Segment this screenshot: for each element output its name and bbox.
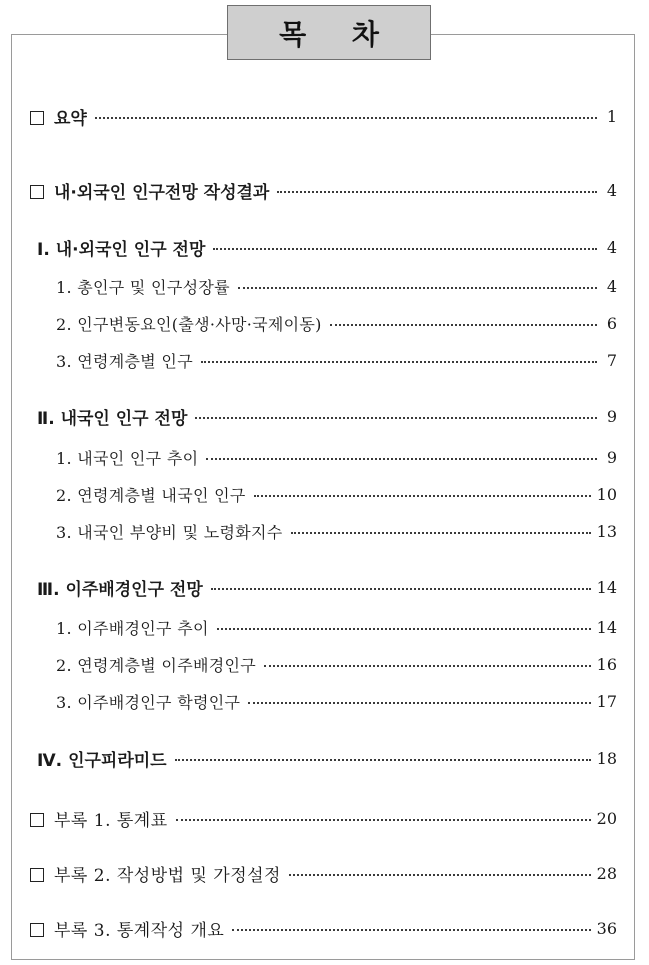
toc-section-2[interactable] [0, 401, 649, 431]
dot-leader [232, 929, 590, 931]
toc-entry-results[interactable] [0, 175, 649, 205]
checkbox-icon [30, 813, 44, 827]
toc-entry-label: Ⅱ. 내국인 인구 전망 [37, 408, 188, 429]
dot-leader [277, 191, 597, 193]
toc-entry-label: Ⅳ. 인구피라미드 [37, 750, 167, 771]
toc-subentry-1-2[interactable] [0, 308, 649, 338]
toc-title-box [227, 5, 431, 60]
toc-page-number: 16 [596, 654, 617, 674]
toc-entry-label: 부록 3. 통계작성 개요 [30, 916, 224, 941]
toc-page-number: 4 [606, 276, 617, 296]
toc-subentry-1-3[interactable] [0, 345, 649, 375]
toc-entry-label: Ⅲ. 이주배경인구 전망 [37, 579, 203, 600]
toc-entry-appendix-2[interactable] [0, 858, 649, 888]
checkbox-icon [30, 111, 44, 125]
toc-section-3[interactable] [0, 572, 649, 602]
dot-leader [330, 324, 597, 326]
dot-leader [254, 495, 591, 497]
toc-page-number: 6 [606, 313, 617, 333]
toc-page-number: 1 [606, 106, 617, 126]
toc-page-number: 7 [606, 350, 617, 370]
toc-entry-label: 2. 인구변동요인(출생·사망·국제이동) [56, 314, 322, 334]
checkbox-icon [30, 185, 44, 199]
toc-subentry-3-1[interactable] [0, 612, 649, 642]
toc-page-number: 14 [596, 577, 617, 597]
dot-leader [217, 628, 591, 630]
toc-page-number: 20 [596, 808, 617, 828]
dot-leader [289, 874, 591, 876]
toc-page-number: 14 [596, 617, 617, 637]
toc-entry-label: 3. 연령계층별 인구 [56, 351, 193, 371]
toc-page-number: 9 [606, 406, 617, 426]
toc-subentry-2-1[interactable] [0, 442, 649, 472]
toc-subentry-3-2[interactable] [0, 649, 649, 679]
toc-page-number: 18 [596, 748, 617, 768]
toc-page-number: 10 [596, 484, 617, 504]
dot-leader [195, 417, 597, 419]
toc-page-number: 4 [606, 237, 617, 257]
checkbox-icon [30, 923, 44, 937]
dot-leader [264, 665, 591, 667]
dot-leader [248, 702, 590, 704]
toc-section-4[interactable] [0, 743, 649, 773]
dot-leader [206, 458, 597, 460]
toc-entry-label: 3. 이주배경인구 학령인구 [56, 692, 241, 712]
toc-entry-label: 내·외국인 인구전망 작성결과 [30, 178, 269, 203]
toc-entry-label: 2. 연령계층별 이주배경인구 [56, 655, 256, 675]
toc-page-number: 4 [606, 180, 617, 200]
toc-page-number: 36 [596, 918, 617, 938]
toc-page-number: 28 [596, 863, 617, 883]
toc-title: 목 차 [279, 17, 397, 51]
dot-leader [211, 588, 591, 590]
dot-leader [201, 361, 597, 363]
toc-page-number: 17 [596, 691, 617, 711]
toc-entry-label: 2. 연령계층별 내국인 인구 [56, 485, 246, 505]
toc-entry-appendix-1[interactable] [0, 803, 649, 833]
toc-subentry-2-3[interactable] [0, 516, 649, 546]
toc-entry-label: 부록 2. 작성방법 및 가정설정 [30, 861, 281, 886]
dot-leader [175, 759, 591, 761]
toc-entry-label: Ⅰ. 내·외국인 인구 전망 [37, 239, 206, 260]
dot-leader [95, 117, 597, 119]
toc-entry-label: 3. 내국인 부양비 및 노령화지수 [56, 522, 283, 542]
toc-section-1[interactable] [0, 232, 649, 262]
dot-leader [213, 248, 597, 250]
toc-subentry-1-1[interactable] [0, 271, 649, 301]
toc-entry-label: 요약 [30, 104, 87, 129]
toc-subentry-3-3[interactable] [0, 686, 649, 716]
toc-entry-label: 부록 1. 통계표 [30, 806, 168, 831]
dot-leader [176, 819, 591, 821]
checkbox-icon [30, 868, 44, 882]
toc-entry-label: 1. 총인구 및 인구성장률 [56, 277, 230, 297]
dot-leader [238, 287, 597, 289]
toc-entry-label: 1. 내국인 인구 추이 [56, 448, 199, 468]
toc-entry-summary[interactable] [0, 101, 649, 131]
toc-entry-label: 1. 이주배경인구 추이 [56, 618, 209, 638]
dot-leader [291, 532, 591, 534]
toc-entry-appendix-3[interactable] [0, 913, 649, 943]
toc-subentry-2-2[interactable] [0, 479, 649, 509]
toc-page-number: 13 [596, 521, 617, 541]
toc-page-number: 9 [606, 447, 617, 467]
